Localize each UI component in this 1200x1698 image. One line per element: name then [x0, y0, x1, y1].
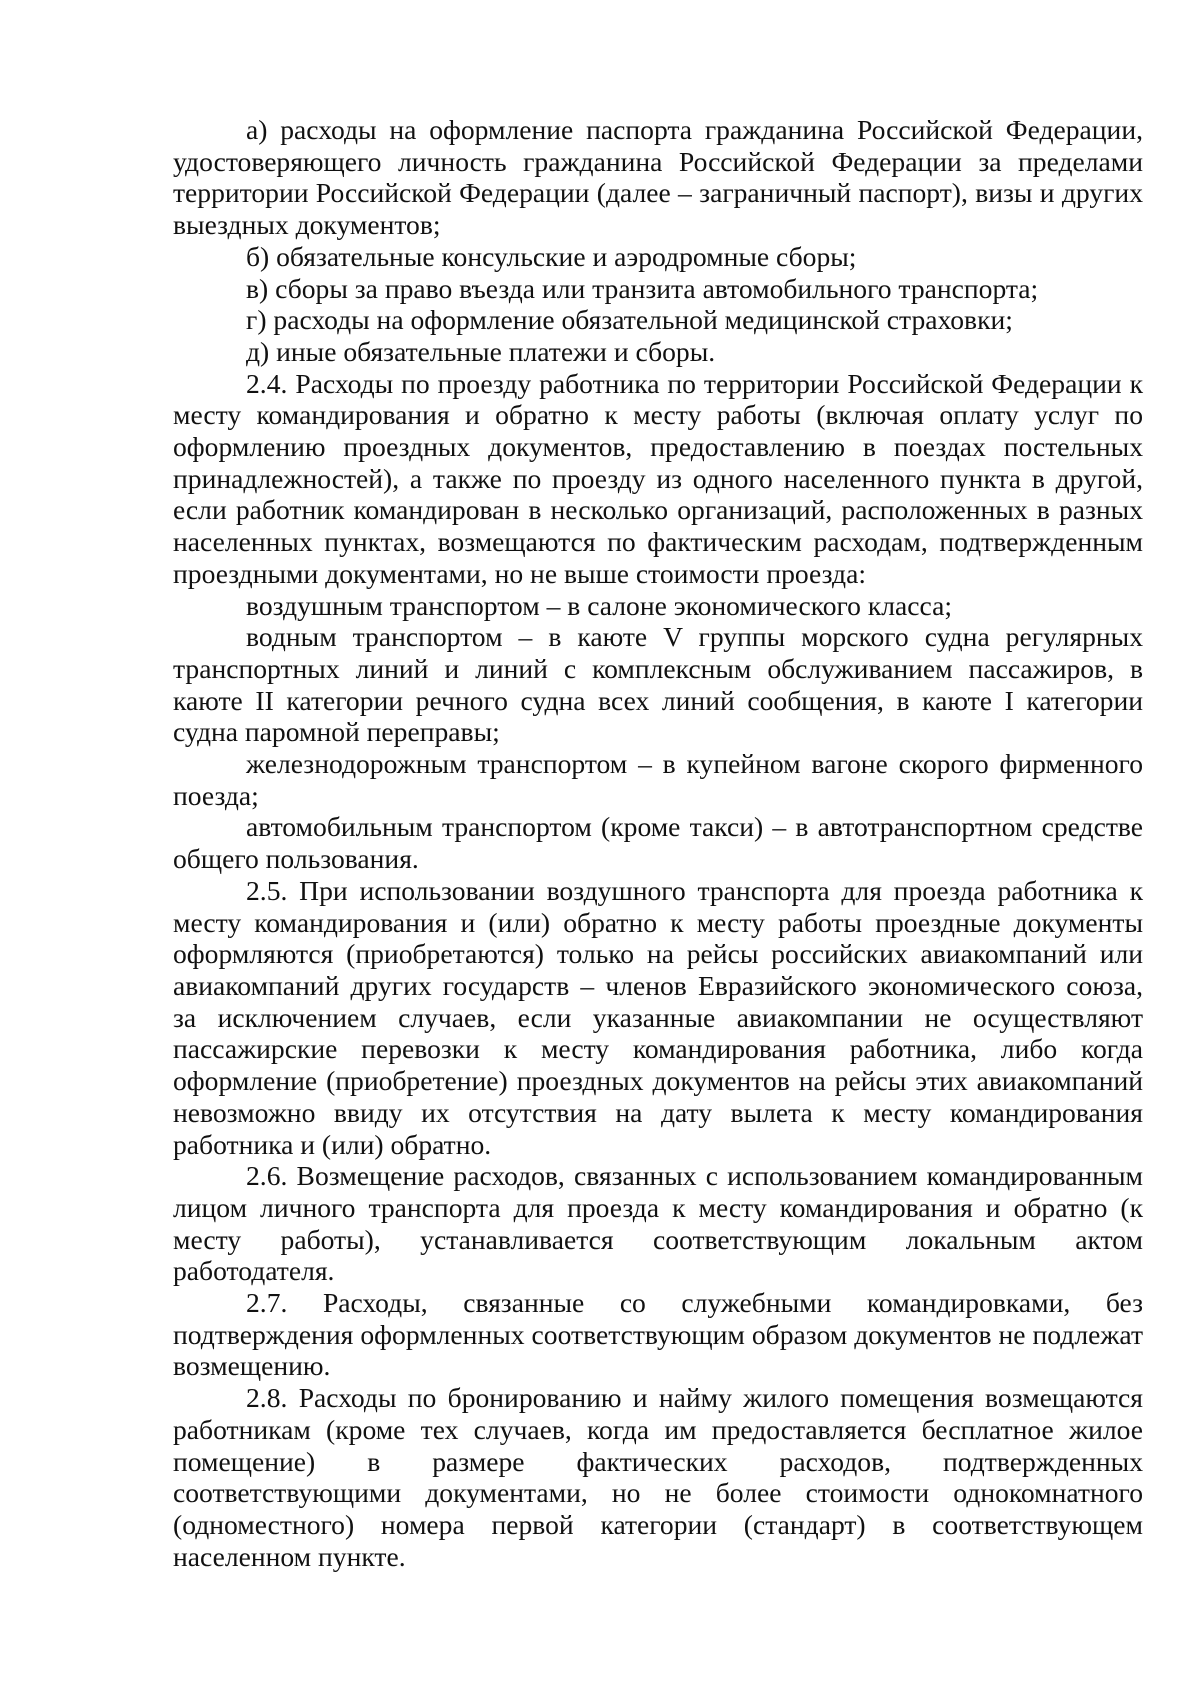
- paragraph-item-g: г) расходы на оформление обязательной медицинской страховки;: [246, 304, 1013, 336]
- document-body: [173, 114, 1143, 1572]
- paragraph-2-7: 2.7. Расходы, связанные со служебными командировками, без подтверждения оформленных соответствующим образом документов не подлежат возмещению.: [173, 1287, 1143, 1382]
- paragraph-2-8: 2.8. Расходы по бронированию и найму жилого помещения возмещаются работникам (кроме тех случаев, когда им предоставляется бесплатное жилое помещение) в размере фактических расходов, подтвержденных соответствующими документами, но не более стоимости однокомнатного (одноместного) номера первой категории (стандарт) в соответствующем населенном пункте.: [173, 1382, 1143, 1572]
- paragraph-item-b: б) обязательные консульские и аэродромные сборы;: [246, 240, 857, 272]
- paragraph-item-v: в) сборы за право въезда или транзита автомобильного транспорта;: [246, 272, 1039, 304]
- paragraph-water-transport: водным транспортом – в каюте V группы морского судна регулярных транспортных линий и линий с комплексным обслуживанием пассажиров, в каюте II категории речного судна всех линий сообщения, в каюте I категории судна паромной переправы;: [173, 621, 1143, 748]
- paragraph-road-transport: автомобильным транспортом (кроме такси) – в автотранспортном средстве общего пользования.: [173, 811, 1143, 875]
- paragraph-2-5: 2.5. При использовании воздушного транспорта для проезда работника к месту командирования и (или) обратно к месту работы проездные документы оформляются (приобретаются) только на рейсы российских авиакомпаний или авиакомпаний других государств – членов Евразийского экономического союза, за исключением случаев, если указанные авиакомпании не осуществляют пассажирские перевозки к месту командирования работника, либо когда оформление (приобретение) проездных документов на рейсы этих авиакомпаний невозможно ввиду их отсутствия на дату вылета к месту командирования работника и (или) обратно.: [173, 874, 1143, 1160]
- paragraph-item-d: д) иные обязательные платежи и сборы.: [246, 335, 716, 367]
- paragraph-2-6: 2.6. Возмещение расходов, связанных с использованием командированным лицом личного транспорта для проезда к месту командирования и обратно (к месту работы), устанавливается соответствующим локальным актом работодателя.: [173, 1160, 1143, 1287]
- paragraph-2-4: 2.4. Расходы по проезду работника по территории Российской Федерации к месту командирования и обратно к месту работы (включая оплату услуг по оформлению проездных документов, предоставлению в поездах постельных принадлежностей), а также по проезду из одного населенного пункта в другой, если работник командирован в несколько организаций, расположенных в разных населенных пунктах, возмещаются по фактическим расходам, подтвержденным проездными документами, но не выше стоимости проезда:: [173, 367, 1143, 589]
- paragraph-item-a: а) расходы на оформление паспорта гражданина Российской Федерации, удостоверяющего личность гражданина Российской Федерации за пределами территории Российской Федерации (далее – заграничный паспорт), визы и других выездных документов;: [173, 114, 1143, 241]
- paragraph-rail-transport: железнодорожным транспортом – в купейном вагоне скорого фирменного поезда;: [173, 748, 1143, 811]
- paragraph-air-transport: воздушным транспортом – в салоне экономического класса;: [246, 589, 953, 621]
